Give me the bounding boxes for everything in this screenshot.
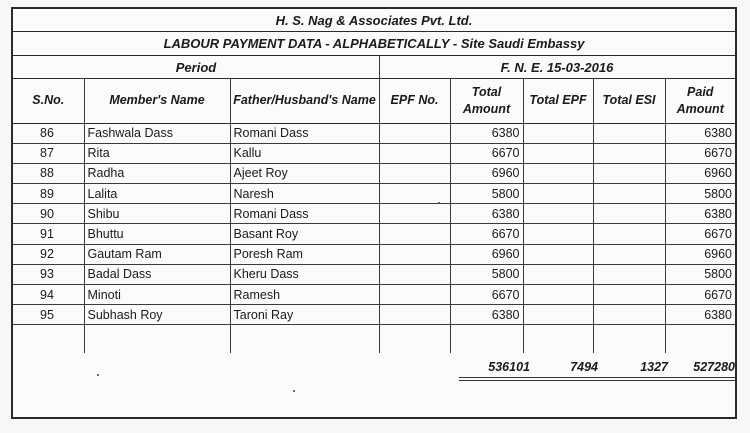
payment-sheet (11, 7, 737, 419)
total-amount-cell: 6960 (450, 163, 523, 183)
sno-cell: 90 (13, 204, 84, 224)
table-row (13, 204, 735, 224)
total-esi-cell (593, 204, 665, 224)
epf-no-cell (379, 204, 450, 224)
total-epf-cell (523, 204, 593, 224)
sno-cell: 86 (13, 123, 84, 143)
epf-no-cell (379, 224, 450, 244)
scan-speck (438, 202, 440, 204)
total-epf-cell (523, 285, 593, 305)
sno-cell: 94 (13, 285, 84, 305)
totals-underline (459, 377, 735, 381)
col-member-name-header: Member's Name (84, 79, 230, 123)
sno-cell: 87 (13, 143, 84, 163)
sno-cell: 92 (13, 244, 84, 264)
total-amount-cell: 6960 (450, 244, 523, 264)
father-husband-cell: Poresh Ram (230, 244, 379, 264)
total-amount-cell: 6380 (450, 305, 523, 325)
table-row (13, 305, 735, 325)
member-name-cell: Badal Dass (84, 264, 230, 284)
total-epf-cell (523, 264, 593, 284)
total-esi-cell (593, 305, 665, 325)
scan-speck (293, 390, 295, 392)
table-row (13, 285, 735, 305)
total-epf-cell (523, 143, 593, 163)
paid-amount-cell: 6670 (665, 285, 735, 305)
table-row (13, 264, 735, 284)
epf-no-cell (379, 163, 450, 183)
total-epf-cell (523, 184, 593, 204)
member-name-cell: Minoti (84, 285, 230, 305)
father-husband-cell: Kheru Dass (230, 264, 379, 284)
father-husband-cell: Kallu (230, 143, 379, 163)
sno-cell: 88 (13, 163, 84, 183)
total-epf-cell (523, 123, 593, 143)
father-husband-cell: Taroni Ray (230, 305, 379, 325)
table-row (13, 244, 735, 264)
col-total-amount-header: Total Amount (450, 79, 523, 123)
payment-table (13, 79, 735, 353)
epf-no-cell (379, 305, 450, 325)
total-esi-cell (593, 143, 665, 163)
father-husband-cell: Basant Roy (230, 224, 379, 244)
epf-no-cell (379, 264, 450, 284)
col-epf-no-header: EPF No. (379, 79, 450, 123)
company-title: H. S. Nag & Associates Pvt. Ltd. (13, 9, 735, 32)
paid-amount-cell: 6960 (665, 163, 735, 183)
member-name-cell: Gautam Ram (84, 244, 230, 264)
member-name-cell: Radha (84, 163, 230, 183)
table-row (13, 163, 735, 183)
table-row (13, 184, 735, 204)
total-epf-cell (523, 163, 593, 183)
epf-no-cell (379, 123, 450, 143)
total-esi-cell (593, 264, 665, 284)
col-total-esi-header: Total ESI (593, 79, 665, 123)
table-row (13, 143, 735, 163)
epf-no-cell (379, 143, 450, 163)
filler-row (13, 325, 735, 353)
total-esi-cell (593, 123, 665, 143)
paid-amount-cell: 6670 (665, 143, 735, 163)
table-row (13, 224, 735, 244)
total-esi-cell (593, 184, 665, 204)
total-epf-cell (523, 244, 593, 264)
father-husband-cell: Romani Dass (230, 123, 379, 143)
epf-no-cell (379, 184, 450, 204)
sno-cell: 93 (13, 264, 84, 284)
member-name-cell: Bhuttu (84, 224, 230, 244)
total-epf-cell (523, 224, 593, 244)
member-name-cell: Fashwala Dass (84, 123, 230, 143)
period-label: Period (13, 56, 380, 78)
total-amount-cell: 5800 (450, 264, 523, 284)
epf-no-cell (379, 244, 450, 264)
paid-amount-cell: 6960 (665, 244, 735, 264)
paid-amount-cell: 5800 (665, 264, 735, 284)
total-amount-cell: 6670 (450, 224, 523, 244)
table-row (13, 123, 735, 143)
total-esi-cell (593, 224, 665, 244)
total-amount-cell: 6380 (450, 204, 523, 224)
total-amount-cell: 6670 (450, 143, 523, 163)
col-total-epf-header: Total EPF (523, 79, 593, 123)
father-husband-cell: Ramesh (230, 285, 379, 305)
member-name-cell: Shibu (84, 204, 230, 224)
father-husband-cell: Naresh (230, 184, 379, 204)
total-esi-cell (593, 244, 665, 264)
col-sno-header: S.No. (13, 79, 84, 123)
total-esi-cell (593, 163, 665, 183)
report-title: LABOUR PAYMENT DATA - ALPHABETICALLY - Site Saudi Embassy (13, 32, 735, 56)
period-row (13, 56, 735, 79)
col-paid-amount-header: Paid Amount (665, 79, 735, 123)
member-name-cell: Lalita (84, 184, 230, 204)
member-name-cell: Rita (84, 143, 230, 163)
paid-amount-cell: 6670 (665, 224, 735, 244)
paid-amount-cell: 6380 (665, 305, 735, 325)
total-amount-sum: 536101 (488, 360, 530, 374)
sno-cell: 95 (13, 305, 84, 325)
sno-cell: 91 (13, 224, 84, 244)
col-father-husband-header: Father/Husband's Name (230, 79, 379, 123)
period-value: F. N. E. 15-03-2016 (500, 59, 614, 75)
total-esi-cell (593, 285, 665, 305)
paid-amount-cell: 5800 (665, 184, 735, 204)
sno-cell: 89 (13, 184, 84, 204)
total-epf-cell (523, 305, 593, 325)
father-husband-cell: Ajeet Roy (230, 163, 379, 183)
epf-no-cell (379, 285, 450, 305)
paid-amount-cell: 6380 (665, 123, 735, 143)
total-amount-cell: 6380 (450, 123, 523, 143)
father-husband-cell: Romani Dass (230, 204, 379, 224)
total-epf-sum: 7494 (570, 360, 598, 374)
header-row (13, 79, 735, 123)
total-esi-sum: 1327 (640, 360, 668, 374)
paid-amount-sum: 527280 (693, 360, 735, 374)
total-amount-cell: 5800 (450, 184, 523, 204)
scan-speck (97, 374, 99, 376)
member-name-cell: Subhash Roy (84, 305, 230, 325)
total-amount-cell: 6670 (450, 285, 523, 305)
paid-amount-cell: 6380 (665, 204, 735, 224)
